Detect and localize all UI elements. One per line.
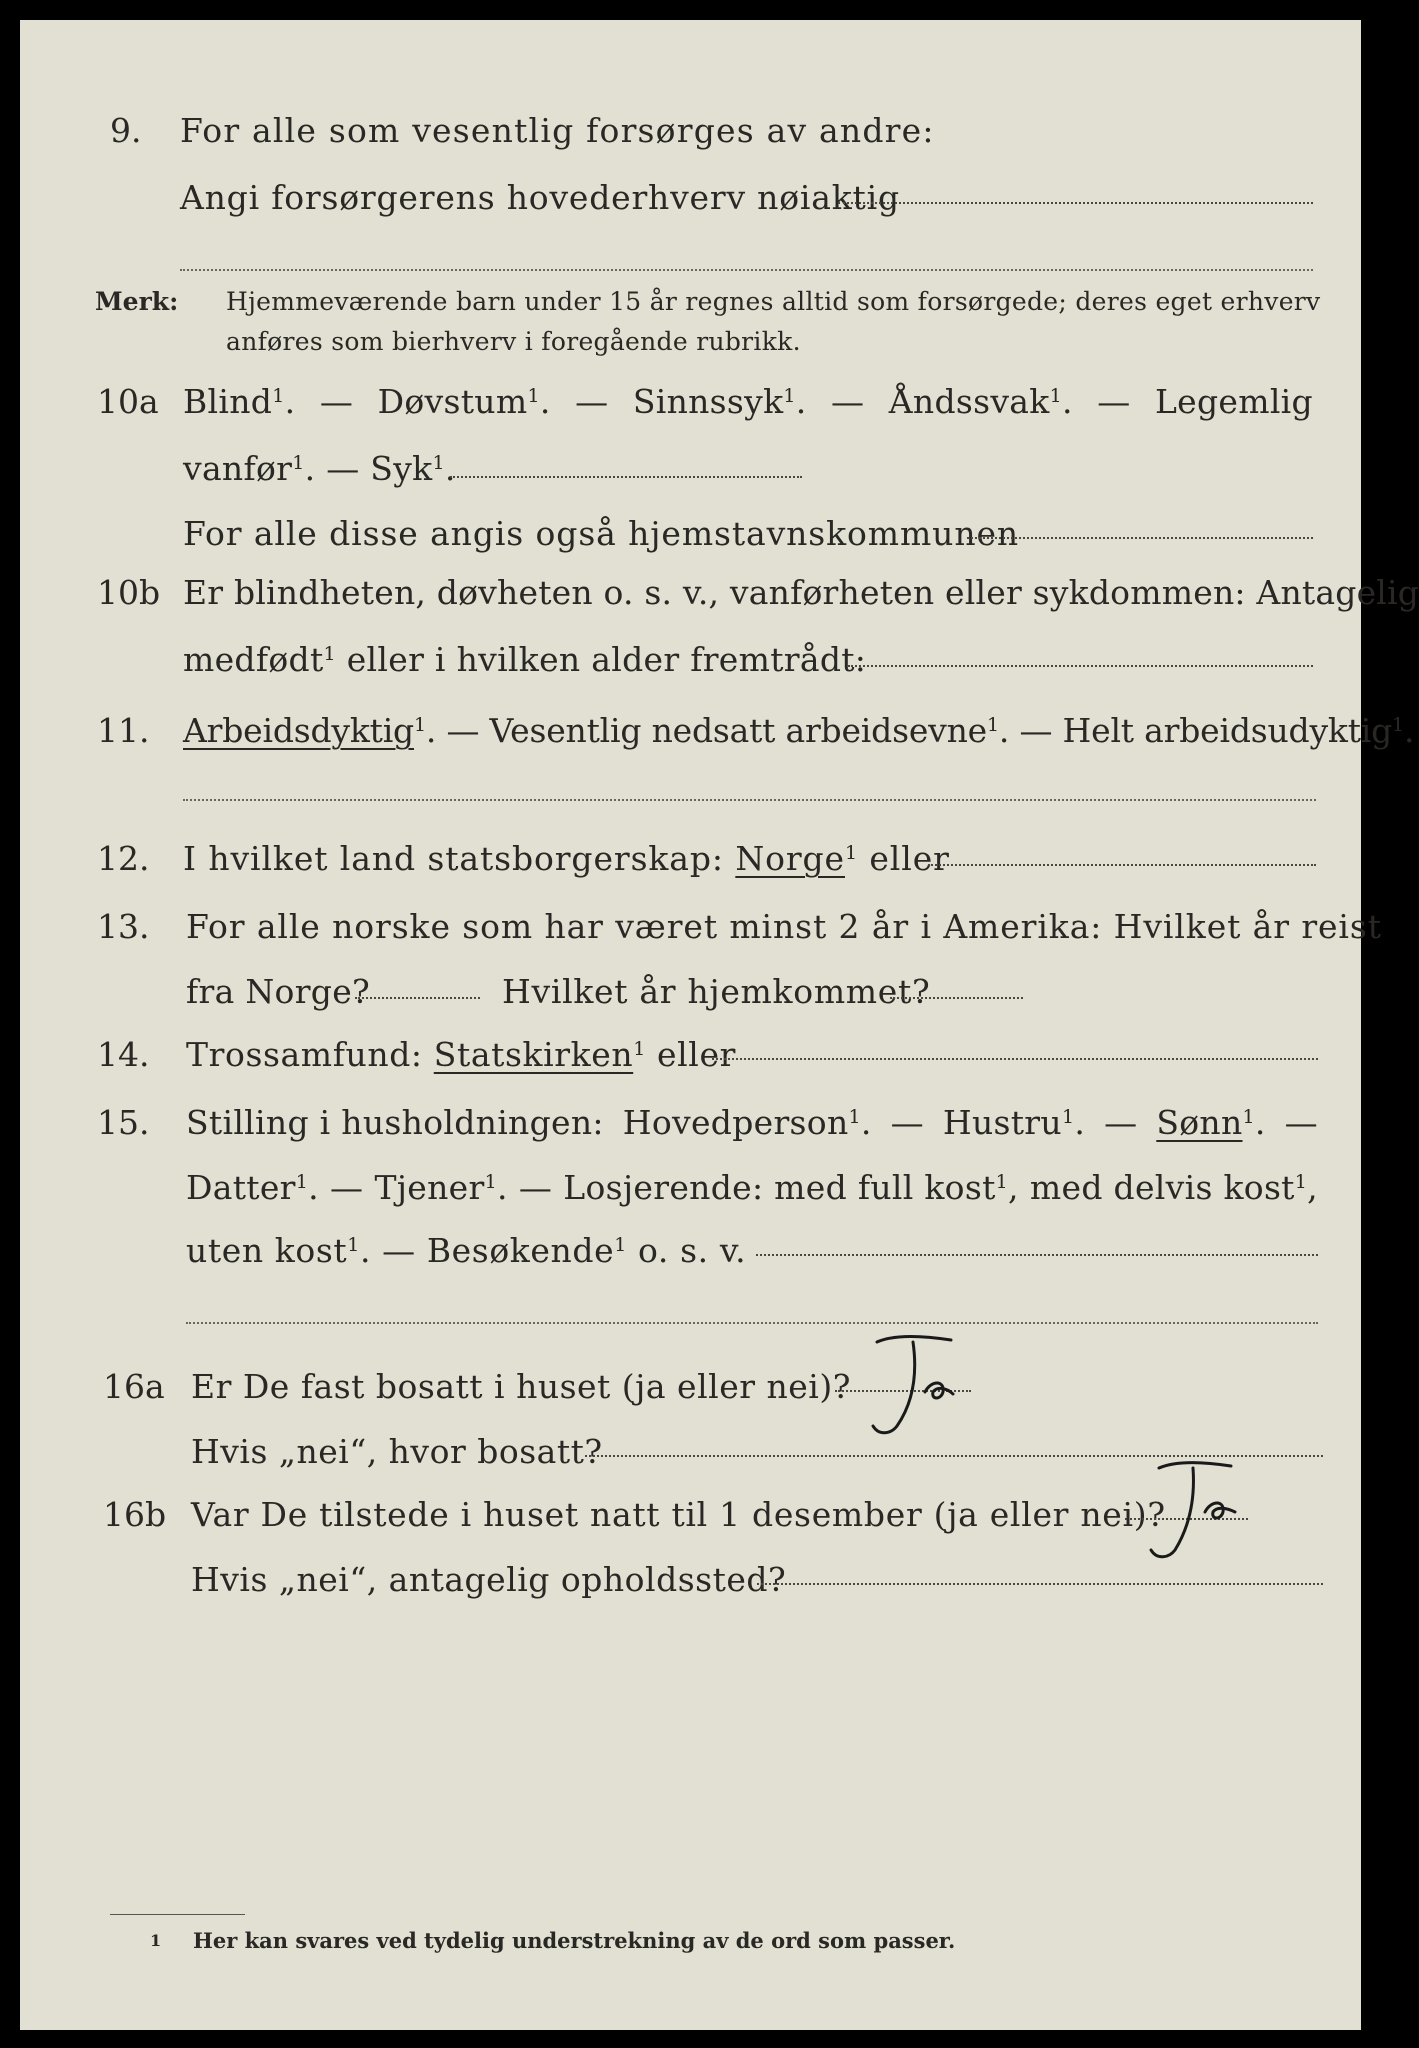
q10b-line1: Er blindheten, døvheten o. s. v., vanførheten eller sykdommen: Antagelig (183, 573, 1419, 612)
separator-line (180, 269, 1313, 271)
q9-line2: Angi forsørgerens hovederhverv nøiaktig (180, 178, 900, 217)
q15-answer-line (756, 1254, 1318, 1256)
q15-hovedperson: Hovedperson (622, 1103, 849, 1142)
q12-line1: I hvilket land statsborgerskap: Norge$^1$ eller (183, 839, 950, 878)
q10a-number: 10a (97, 382, 159, 421)
q10b-rest: eller i hvilken alder fremtrådt: (346, 640, 867, 679)
q16b-handwritten-answer (1135, 1456, 1245, 1566)
q11-line1: Arbeidsdyktig$^1$. — Vesentlig nedsatt arbeidsevne$^1$. — Helt arbeidsudyktig$^1$. (183, 711, 1415, 750)
q10b-answer-line (848, 665, 1313, 667)
q10a-line3: For alle disse angis også hjemstavnskommunen (183, 514, 1020, 553)
q10b-number: 10b (97, 573, 161, 612)
q10a-vanfor: vanfør (183, 449, 293, 488)
q10a-sinnssyk: Sinnssyk (632, 382, 784, 421)
q15-sonn: Sønn (1156, 1103, 1243, 1142)
q10a-legemlig: Legemlig (1154, 382, 1313, 421)
q15-lead: Stilling i husholdningen: (186, 1103, 604, 1142)
q16a-line2: Hvis „nei“, hvor bosatt? (191, 1432, 603, 1471)
q14-text: Trossamfund: (186, 1035, 423, 1074)
q10a-dovstum: Døvstum (377, 382, 528, 421)
q15-hustru: Hustru (942, 1103, 1062, 1142)
q10a-hjemstavn-answer-line (967, 537, 1313, 539)
q9-answer-line (838, 202, 1313, 204)
q14-answer-line (712, 1058, 1318, 1060)
q9-line1: For alle som vesentlig forsørges av andre: (180, 111, 935, 150)
q16b-number: 16b (103, 1495, 167, 1534)
q15-delvis: med delvis kost (1029, 1168, 1295, 1207)
q16a-number: 16a (103, 1367, 165, 1406)
q10a-line2: vanfør$^1$. — Syk$^1$. (183, 449, 456, 488)
merk-label: Merk: (95, 287, 179, 316)
q14-statskirken: Statskirken (433, 1035, 634, 1074)
q13-hjemkommet-answer-line (890, 997, 1023, 999)
q11-udyktig: Helt arbeidsudyktig (1062, 711, 1393, 750)
q11-number: 11. (97, 711, 150, 750)
q13-line2b: Hvilket år hjemkommet? (502, 972, 931, 1011)
q13-line2a: fra Norge? (186, 972, 371, 1011)
q11-nedsatt: Vesentlig nedsatt arbeidsevne (489, 711, 987, 750)
q10a-syk: Syk (370, 449, 433, 488)
q10a-andssvak: Åndssvak (888, 382, 1050, 421)
q12-answer-line (928, 864, 1316, 866)
q10a-line1: Blind$^1$. — Døvstum$^1$. — Sinnssyk$^1$. — Åndssvak$^1$. — Legemlig (183, 382, 1313, 421)
q15-tjener: Tjener (374, 1168, 485, 1207)
q16a-handwritten-answer (855, 1330, 965, 1440)
q15-besokende: Besøkende (426, 1231, 615, 1270)
footnote-text: Her kan svares ved tydelig understrekning av de ord som passer. (193, 1928, 956, 1953)
q10a-blind: Blind (183, 382, 273, 421)
separator-line (186, 1322, 1318, 1324)
q15-uten: uten kost (186, 1231, 348, 1270)
merk-line2: anføres som bierhverv i foregående rubrikk. (226, 327, 801, 356)
q10b-medfodt: medfødt (183, 640, 324, 679)
census-form-page (20, 20, 1361, 2030)
q15-datter: Datter (186, 1168, 296, 1207)
q15-line1: Stilling i husholdningen: Hovedperson$^1$. — Hustru$^1$. — Sønn$^1$. — (186, 1103, 1318, 1142)
q16a-line1: Er De fast bosatt i huset (ja eller nei)? (191, 1367, 851, 1406)
footnote-rule (110, 1914, 245, 1915)
q10a-syk-answer-line (450, 476, 802, 478)
q12-text: I hvilket land statsborgerskap: (183, 839, 724, 878)
q16b-line1: Var De tilstede i huset natt til 1 desember (ja eller nei)? (191, 1495, 1166, 1534)
q13-number: 13. (97, 907, 150, 946)
q13-line1: For alle norske som har været minst 2 år i Amerika: Hvilket år reist (186, 907, 1382, 946)
q14-number: 14. (97, 1035, 150, 1074)
q16b-opholdssted-answer-line (757, 1583, 1323, 1585)
q12-number: 12. (97, 839, 150, 878)
q12-norge: Norge (735, 839, 845, 878)
q13-reist-answer-line (355, 997, 480, 999)
q10b-line2: medfødt$^1$ eller i hvilken alder fremtrådt: (183, 640, 867, 679)
footnote-mark: 1 (150, 1931, 162, 1950)
q15-losjerende: Losjerende: med full kost (563, 1168, 996, 1207)
q11-arbeidsdyktig: Arbeidsdyktig (183, 711, 414, 750)
q15-line2: Datter$^1$. — Tjener$^1$. — Losjerende: med full kost$^1$, med delvis kost$^1$, (186, 1168, 1318, 1207)
q15-line3: uten kost$^1$. — Besøkende$^1$ o. s. v. (186, 1231, 747, 1270)
separator-line (183, 799, 1316, 801)
q14-line1: Trossamfund: Statskirken$^1$ eller (186, 1035, 736, 1074)
merk-line1: Hjemmeværende barn under 15 år regnes alltid som forsørgede; deres eget erhverv (226, 287, 1321, 316)
q16b-line2: Hvis „nei“, antagelig opholdssted? (191, 1560, 787, 1599)
q9-number: 9. (110, 111, 142, 150)
q15-number: 15. (97, 1103, 150, 1142)
